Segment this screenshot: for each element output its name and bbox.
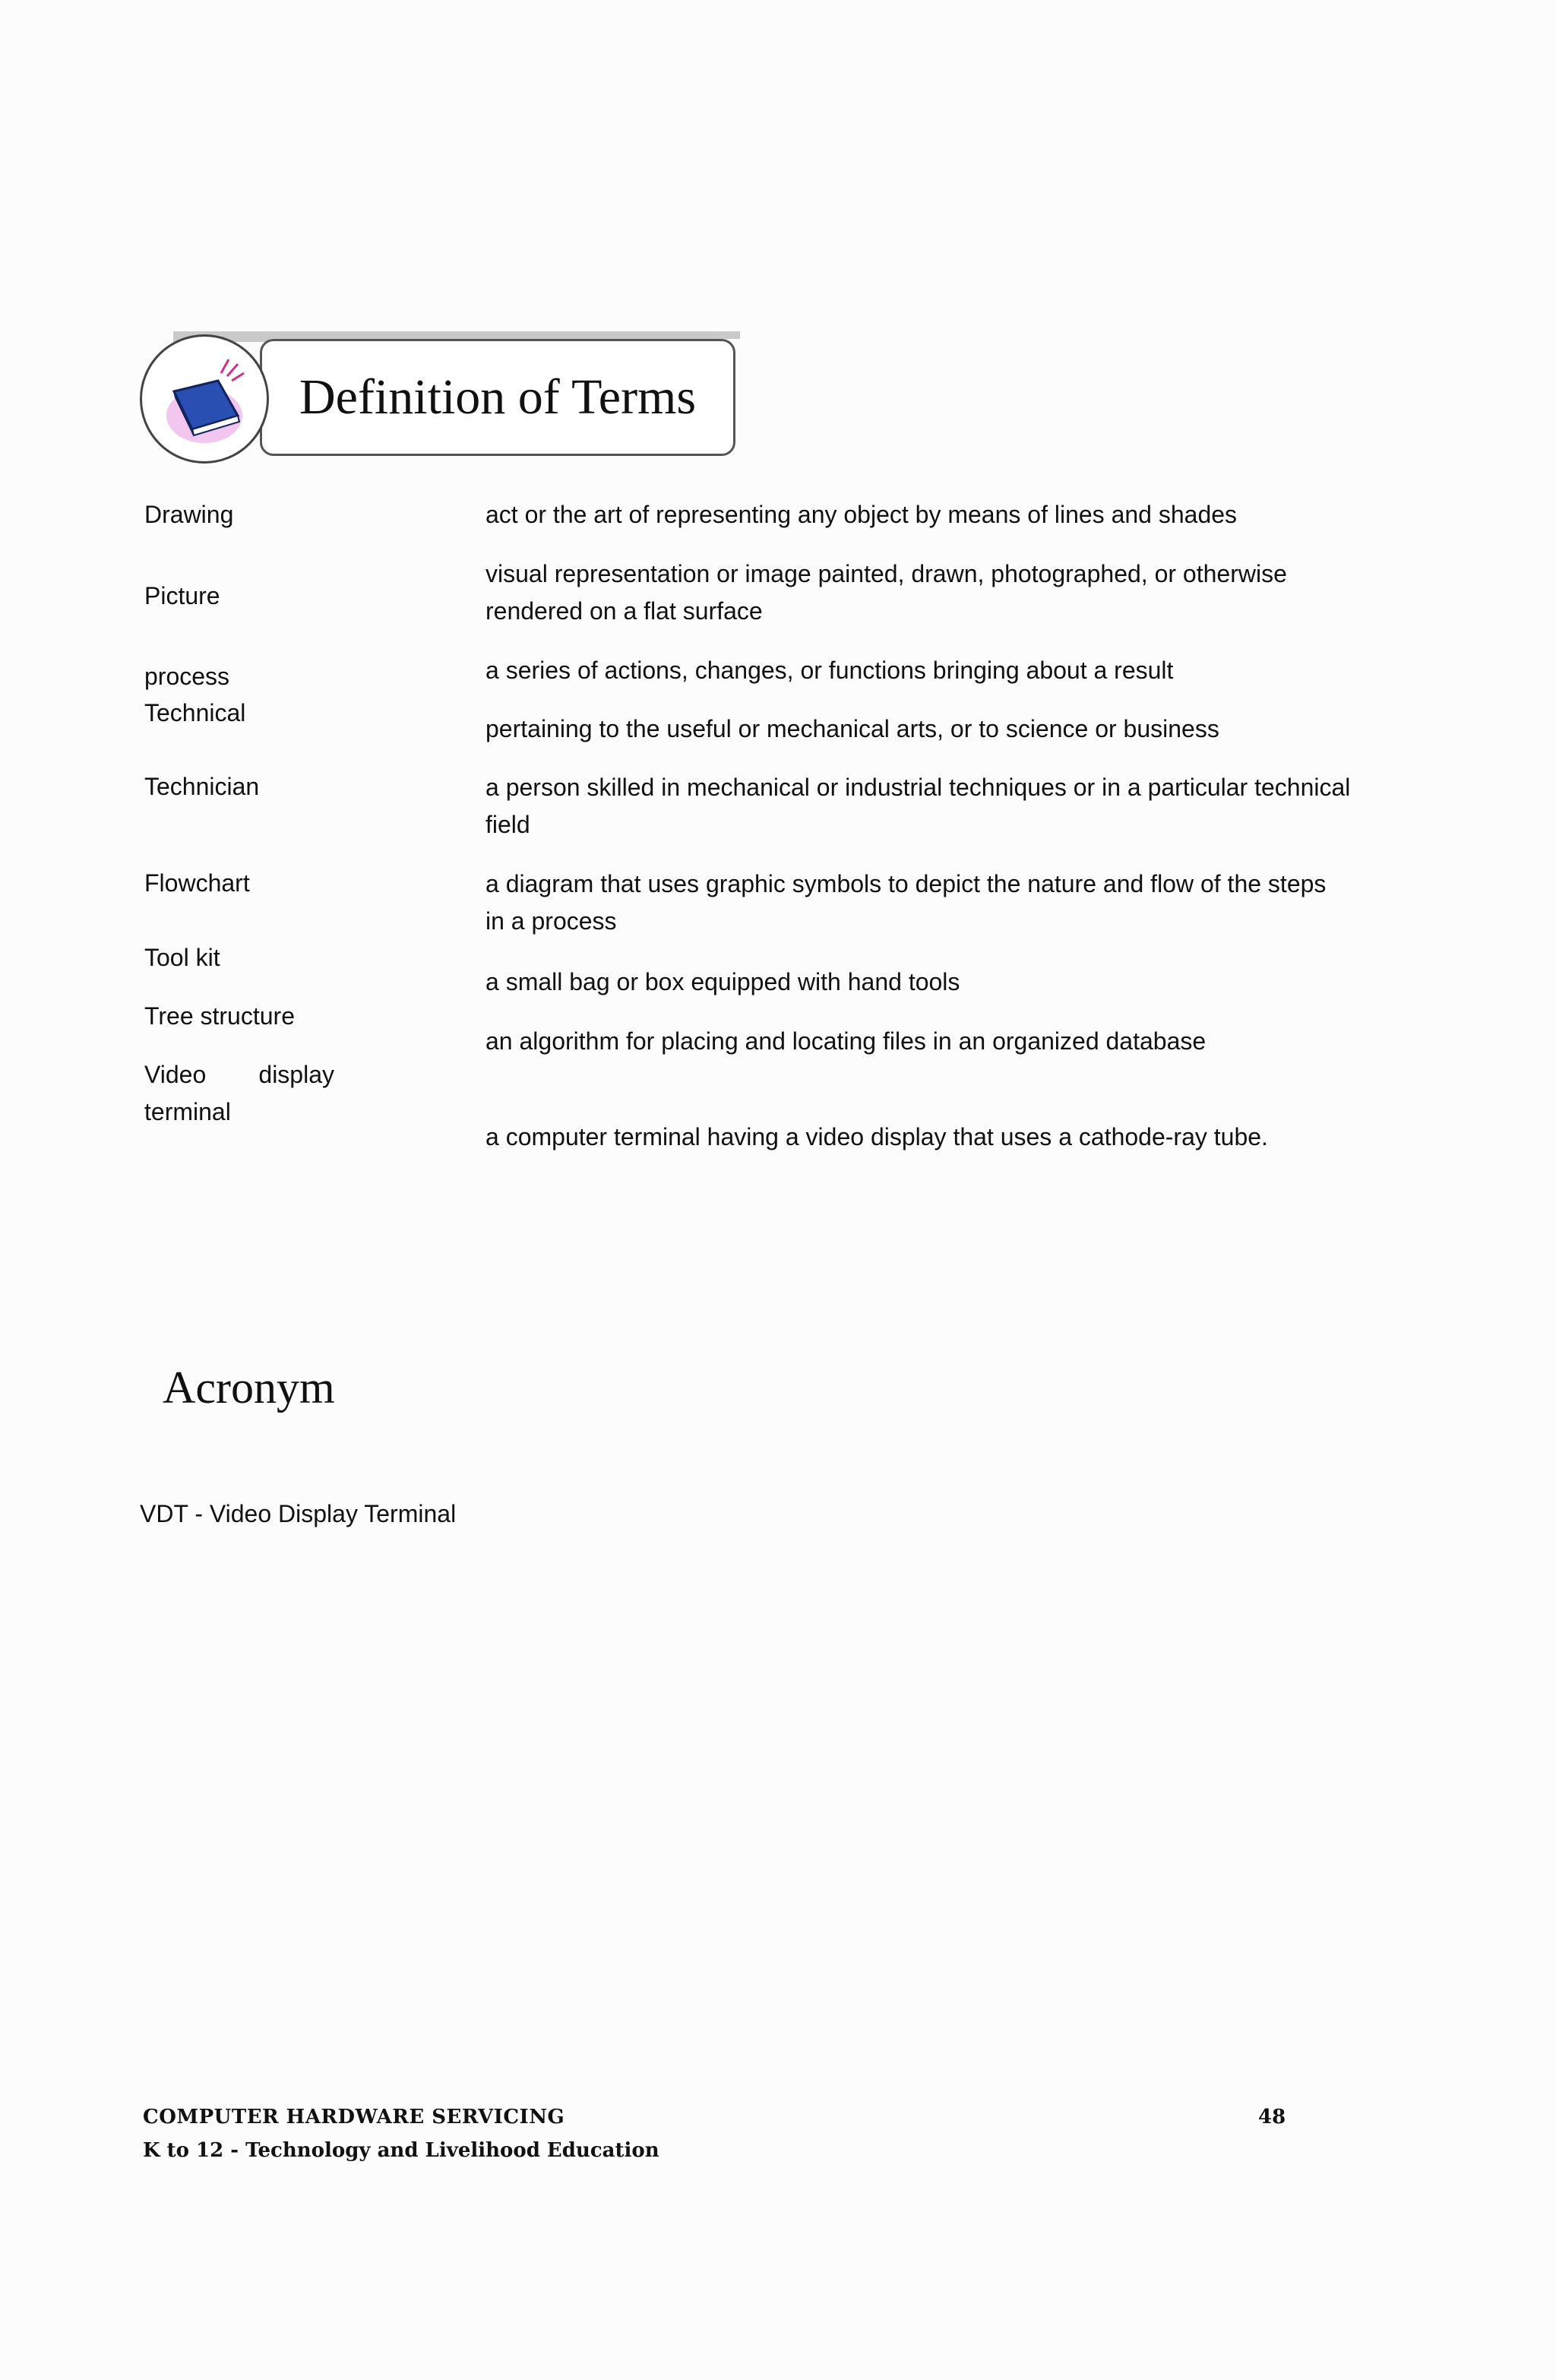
- term-tree-structure: Tree structure: [144, 1002, 295, 1030]
- definition-process: a series of actions, changes, or functions bringing about a result: [485, 657, 1174, 684]
- footer-course-title: COMPUTER HARDWARE SERVICING: [143, 2106, 565, 2128]
- term-process: process: [144, 663, 230, 690]
- book-icon: [159, 355, 258, 454]
- definition-drawing: act or the art of representing any object by means of lines and shades: [485, 501, 1238, 528]
- definition-picture: visual representation or image painted, drawn, photographed, or otherwise rendered on a flat surface: [485, 560, 1287, 625]
- term-technical: Technical: [144, 699, 246, 726]
- definition-video-display-terminal: a computer terminal having a video display that uses a cathode-ray tube.: [485, 1123, 1268, 1150]
- acronym-heading: Acronym: [163, 1362, 335, 1413]
- term-drawing: Drawing: [144, 501, 234, 528]
- term-word: display: [258, 1061, 334, 1088]
- term-picture: Picture: [144, 582, 220, 609]
- page-number: 48: [1258, 2106, 1286, 2128]
- acronym-item: VDT - Video Display Terminal: [140, 1500, 457, 1527]
- banner-bar-decoration: [269, 331, 740, 339]
- definition-technical: pertaining to the useful or mechanical arts, or to science or business: [485, 715, 1219, 742]
- page-footer: [143, 2100, 659, 2167]
- term-flowchart: Flowchart: [144, 869, 250, 897]
- definition-tree-structure: an algorithm for placing and locating files in an organized database: [485, 1027, 1207, 1055]
- banner-icon-circle: [140, 334, 269, 464]
- term-technician: Technician: [144, 773, 260, 800]
- term-word: terminal: [144, 1098, 231, 1125]
- term-word: Video: [144, 1061, 207, 1088]
- term-video-display-terminal: [144, 1056, 342, 1131]
- footer-program-title: K to 12 - Technology and Livelihood Education: [143, 2139, 659, 2162]
- definition-tool-kit: a small bag or box equipped with hand tools: [485, 968, 960, 995]
- definition-flowchart: a diagram that uses graphic symbols to depict the nature and flow of the steps in a process: [485, 870, 1327, 935]
- section-title: Definition of Terms: [299, 369, 697, 425]
- definition-technician: a person skilled in mechanical or industrial techniques or in a particular technical field: [485, 774, 1351, 838]
- term-tool-kit: Tool kit: [144, 944, 220, 971]
- definition-header-banner: [140, 331, 740, 468]
